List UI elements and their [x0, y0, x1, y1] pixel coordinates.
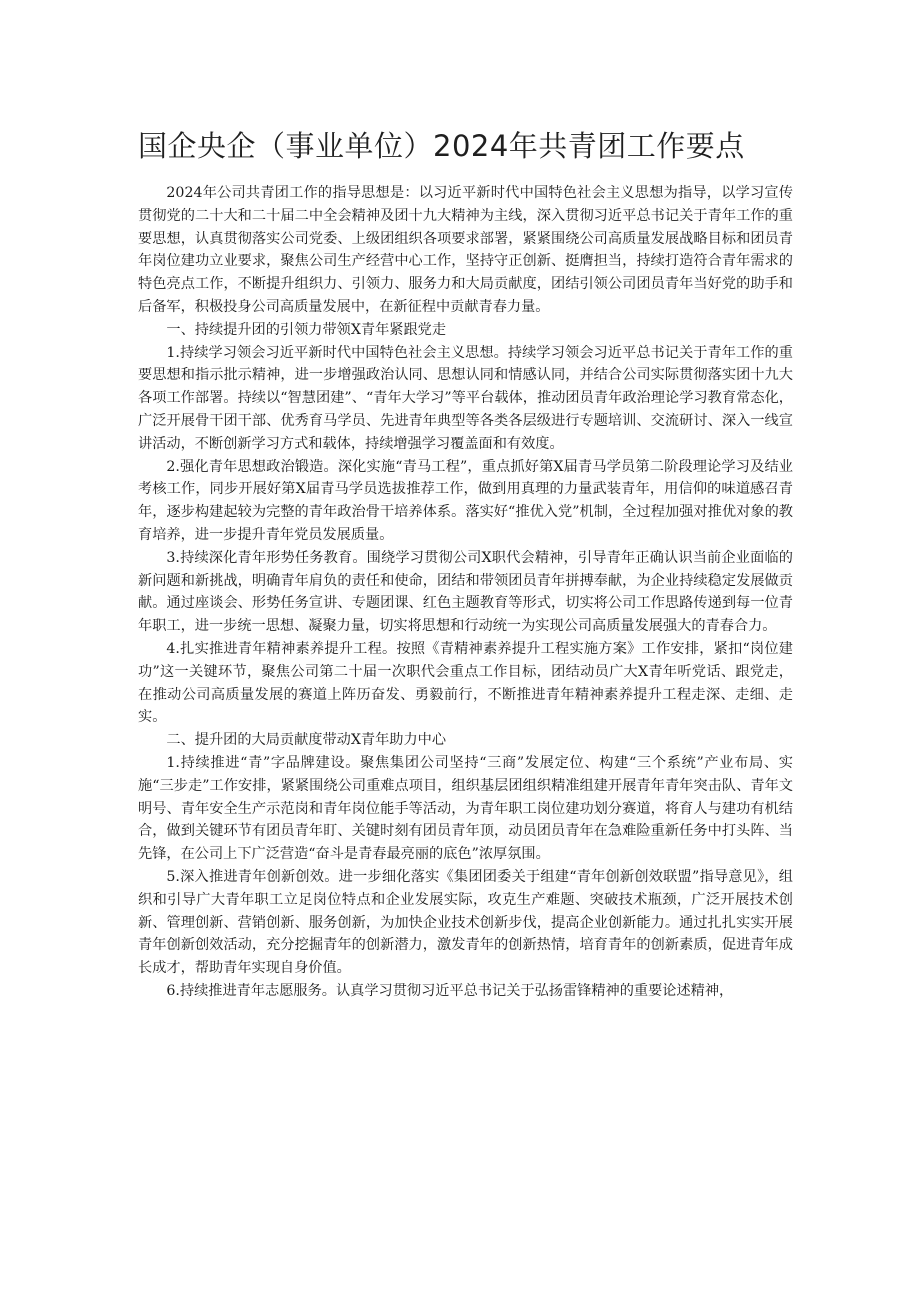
item-paragraph: 5.深入推进青年创新创效。进一步细化落实《集团团委关于组建“青年创新创效联盟”指导意见》，组织和引导广大青年职工立足岗位特点和企业发展实际，攻克生产难题、突破技术瓶颈，广泛开展技术创新、管理创新、营销创新、服务创新，为加快企业技术创新步伐，提高企业创新能力。通过扎扎实实开展青年创新创效活动，充分挖掘青年的创新潜力，激发青年的创新热情，培育青年的创新素质，促进青年成长成才，帮助青年实现自身价值。	[138, 868, 793, 977]
item-paragraph: 4.扎实推进青年精神素养提升工程。按照《青精神素养提升工程实施方案》工作安排，紧扣“岗位建功”这一关键环节，聚焦公司第二十届一次职代会重点工作目标，团结动员广大X青年听党话、跟党走，在推动公司高质量发展的赛道上阵历奋发、勇毅前行，不断推进青年精神素养提升工程走深、走细、走实。	[138, 640, 793, 726]
document-page	[138, 0, 793, 1003]
item-paragraph: 1.持续学习领会习近平新时代中国特色社会主义思想。持续学习领会习近平总书记关于青年工作的重要思想和指示批示精神，进一步增强政治认同、思想认同和情感认同，并结合公司实际贯彻落实团十九大各项工作部署。持续以“智慧团建”、“青年大学习”等平台载体，推动团员青年政治理论学习教育常态化，广泛开展骨干团干部、优秀育马学员、先进青年典型等各类各层级进行专题培训、交流研讨、深入一线宣讲活动，不断创新学习方式和载体，持续增强学习覆盖面和有效度。	[138, 344, 793, 452]
section-heading-2: 二、提升团的大局贡献度带动X青年助力中心	[166, 732, 447, 749]
item-paragraph: 2.强化青年思想政治锻造。深化实施“青马工程”，重点抓好第X届青马学员第二阶段理论学习及结业考核工作，同步开展好第X届青马学员选拔推荐工作，做到用真理的力量武装青年，用信仰的味道感召青年，逐步构建起较为完整的青年政治骨干培养体系。落实好“推优入党”机制，全过程加强对推优对象的教育培养，进一步提升青年党员发展质量。	[138, 458, 793, 543]
item-paragraph: 6.持续推进青年志愿服务。认真学习贯彻习近平总书记关于弘扬雷锋精神的重要论述精神，	[166, 982, 734, 999]
item-paragraph: 1.持续推进“青”字品牌建设。聚焦集团公司坚持“三商”发展定位、构建“三个系统”产业布局、实施“三步走”工作安排，紧紧围绕公司重难点项目，组织基层团组织精准组建开展青年青年突击队、青年文明号、青年安全生产示范岗和青年岗位能手等活动，为青年职工岗位建功划分赛道，将育人与建功有机结合，做到关键环节有团员青年盯、关键时刻有团员青年顶，动员团员青年在急难险重新任务中打头阵、当先锋，在公司上下广泛营造“奋斗是青春最亮丽的底色”浓厚氛围。	[138, 754, 793, 863]
document-body	[138, 182, 793, 1003]
intro-paragraph: 2024年公司共青团工作的指导思想是：以习近平新时代中国特色社会主义思想为指导，以学习宣传贯彻党的二十大和二十届二中全会精神及团十九大精神为主线，深入贯彻习近平总书记关于青年工作的重要思想，认真贯彻落实公司党委、上级团组织各项要求部署，紧紧围绕公司高质量发展战略目标和团员青年岗位建功立业要求，聚焦公司生产经营中心工作，坚持守正创新、挺膺担当，持续打造符合青年需求的特色亮点工作，不断提升组织力、引领力、服务力和大局贡献度，团结引领公司团员青年当好党的助手和后备军，积极投身公司高质量发展中，在新征程中贡献青春力量。	[138, 185, 793, 315]
page-title: 国企央企（事业单位）2024年共青团工作要点	[138, 129, 745, 163]
section-heading-1: 一、持续提升团的引领力带领X青年紧跟党走	[166, 321, 447, 338]
item-paragraph: 3.持续深化青年形势任务教育。围绕学习贯彻公司X职代会精神，引导青年正确认识当前企业面临的新问题和新挑战，明确青年肩负的责任和使命，团结和带领团员青年拼搏奉献，为企业持续稳定发展做贡献。通过座谈会、形势任务宣讲、专题团课、红色主题教育等形式，切实将公司工作思路传递到每一位青年职工，进一步统一思想、凝聚力量，切实将思想和行动统一为实现公司高质量发展强大的青春合力。	[138, 549, 793, 635]
